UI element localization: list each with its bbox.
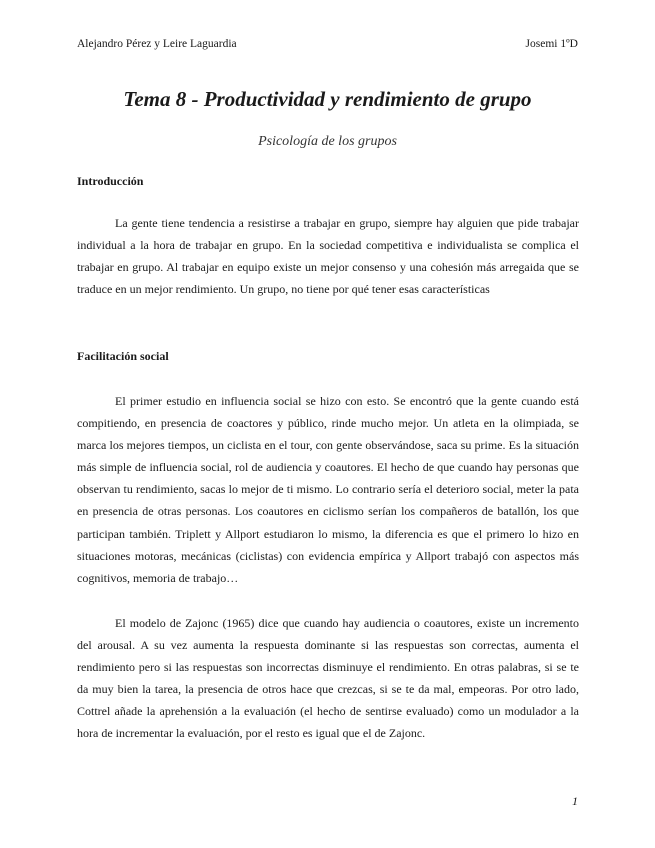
document-title: Tema 8 - Productividad y rendimiento de grupo — [123, 87, 532, 111]
page-number: 1 — [572, 794, 578, 808]
section-heading-facilitation: Facilitación social — [77, 349, 169, 363]
header-authors: Alejandro Pérez y Leire Laguardia — [77, 38, 237, 50]
facilitation-paragraph-2: El modelo de Zajonc (1965) dice que cuando hay audiencia o coautores, existe un incremento del arousal. A su vez aumenta la respuesta dominante si las respuestas son correctas, aumenta el rendimiento pero si las respuestas son incorrectas disminuye el rendimiento. En otras palabras, si se te da muy bien la tarea, la presencia de otros hace que crezcas, si se te da mal, empeoras. Por otro lado, Cottrel añade la aprehensión a la evaluación (el hecho de sentirse evaluado) como un modulador a la hora de incrementar la evaluación, por el resto es igual que el de Zajonc. — [77, 616, 579, 741]
header-course: Josemi 1ºD — [525, 38, 578, 50]
document-subtitle: Psicología de los grupos — [258, 134, 397, 149]
section-heading-intro: Introducción — [77, 174, 144, 188]
facilitation-paragraph-1: El primer estudio en influencia social se hizo con esto. Se encontró que la gente cuando está compitiendo, en presencia de coactores y público, rinde mucho mejor. Un atleta en la olimpiada, se marca los mejores tiempos, un ciclista en el tour, con gente observándose, saca su prime. Es la situación más simple de influencia social, rol de audiencia y coautores. El hecho de que cuando hay personas que observan tu rendimiento, sacas lo mejor de ti mismo. Lo contrario sería el deterioro social, meter la pata en presencia de otras personas. Los coautores en ciclismo serían los compañeros de batallón, los que participan también. Triplett y Allport estudiaron lo mismo, la diferencia es que el primero lo hizo en situaciones motoras, mecánicas (ciclistas) con evidencia empírica y Allport trabajó con aspectos más cognitivos, memoria de trabajo… — [77, 394, 579, 585]
intro-paragraph: La gente tiene tendencia a resistirse a trabajar en grupo, siempre hay alguien que pide trabajar individual a la hora de trabajar en grupo. En la sociedad competitiva e individualista se complica el trabajar en grupo. Al trabajar en equipo existe un mejor consenso y una cohesión más arregaida que se traduce en un mejor rendimiento. Un grupo, no tiene por qué tener esas características — [77, 216, 579, 297]
